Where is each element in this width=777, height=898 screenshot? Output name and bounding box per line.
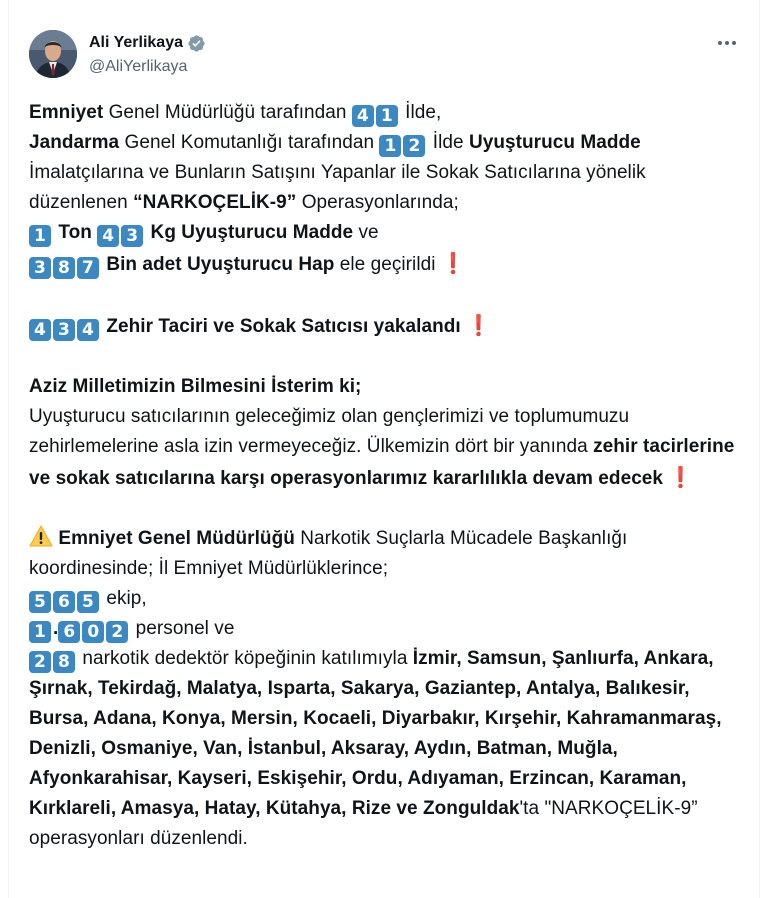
text: Genel Komutanlığı tarafından (119, 132, 380, 153)
warning-icon (29, 525, 53, 547)
text: ve (353, 222, 379, 243)
city-list: İzmir, Samsun, Şanlıurfa, Ankara, Şırnak, Tekirdağ, Malatya, Isparta, Sakarya, Gaziantep, Antalya, Balıkesir, Bursa, Adana, Konya, Mersin, Kocaeli, Diyarbakır, Kırşehir, Kahramanmaraş, Denizli, Osmaniye, Van, İstanbul, Aksaray, Aydın, Batman, Muğla, Afyonkarahisar, Kayseri, Eskişehir, Ordu, Adıyaman, Erzincan, Karaman, Kırklareli, Amasya, Hatay, Kütahya, Rize ve Zonguldak (29, 648, 722, 819)
text-bold: Kg Uyuşturucu Madde (145, 222, 354, 243)
paragraph-1 (29, 98, 744, 280)
text-bold: Aziz Milletimizin Bilmesini İsterim ki; (29, 376, 362, 397)
keycap-digit: 1 (379, 135, 401, 157)
text: Narkotik Suçlarla Mücadele Başkanlığı koordinesinde; İl Emniyet Müdürlüklerince; (29, 528, 628, 579)
paragraph-2 (29, 372, 744, 494)
keycap-digit: 1 (29, 621, 51, 643)
keycap-digit: 4 (77, 319, 99, 341)
text-bold: zehir tacirlerine ve sokak satıcılarına karşı operasyonlarımız kararlılıkla devam edecek (29, 436, 735, 489)
keycap-digit: 3 (121, 225, 143, 247)
keycap-digit: 7 (77, 257, 99, 279)
keycap-digit: 5 (29, 591, 51, 613)
keycap-digit: 1 (376, 105, 398, 127)
tweet-header (29, 30, 741, 82)
keycap-digit: 4 (97, 225, 119, 247)
verified-badge-icon (187, 34, 206, 53)
text: Genel Müdürlüğü tarafından (103, 102, 352, 123)
text: Operasyonlarında; (296, 192, 459, 213)
author-name[interactable]: Ali Yerlikaya (89, 34, 183, 51)
text-bold: Ton (53, 222, 98, 243)
keycap-digit: 0 (82, 621, 104, 643)
keycap-digit: 8 (53, 257, 75, 279)
text-bold: Emniyet Genel Müdürlüğü (58, 528, 295, 549)
text-jandarma: Jandarma (29, 132, 120, 153)
paragraph-arrests (29, 310, 744, 342)
keycap-digit: 2 (106, 621, 128, 643)
text: ekip, (101, 588, 147, 609)
text-emniyet: Emniyet (29, 102, 104, 123)
keycap-digit: 3 (29, 257, 51, 279)
text: personel ve (130, 618, 235, 639)
text: . (53, 618, 59, 639)
text: İmalatçılarına ve Bunların Satışını Yapanlar ile Sokak Satıcılarına yönelik düzenlenen (29, 162, 646, 213)
text-bold: Uyuşturucu Madde (468, 132, 641, 153)
keycap-digit: 6 (58, 621, 80, 643)
author-handle[interactable]: @AliYerlikaya (89, 58, 188, 75)
text: Uyuşturucu satıcılarının geleceğimiz olan gençlerimizi ve toplumumuzu zehirlemelerine asla izin vermeyeceğiz. Ülkemizin dört bir yanında (29, 406, 630, 457)
paragraph-3 (29, 524, 744, 854)
text: ele geçirildi (334, 254, 441, 275)
keycap-digit: 1 (29, 225, 51, 247)
tweet-text (29, 98, 744, 854)
more-options-icon[interactable] (713, 32, 741, 54)
red-exclamation-icon: ❗ (440, 251, 466, 275)
keycap-digit: 2 (29, 651, 51, 673)
keycap-digit: 6 (53, 591, 75, 613)
keycap-digit: 2 (403, 135, 425, 157)
red-exclamation-icon: ❗ (668, 465, 694, 489)
tweet-card (8, 0, 760, 898)
operation-name: “NARKOÇELİK-9” (133, 192, 297, 213)
keycap-digit: 8 (53, 651, 75, 673)
keycap-digit: 3 (53, 319, 75, 341)
keycap-digit: 4 (29, 319, 51, 341)
text: İlde, (399, 102, 442, 123)
keycap-digit: 4 (352, 105, 374, 127)
text: 'ta "NARKOÇELİK-9” operasyonları düzenlendi. (29, 798, 698, 849)
avatar[interactable] (29, 30, 77, 78)
text: İlde (427, 132, 469, 153)
text-bold: Bin adet Uyuşturucu Hap (101, 254, 335, 275)
text-bold: Zehir Taciri ve Sokak Satıcısı yakalandı (101, 316, 461, 337)
text: narkotik dedektör köpeğinin katılımıyla (77, 648, 413, 669)
keycap-digit: 5 (77, 591, 99, 613)
red-exclamation-icon: ❗ (466, 313, 492, 337)
